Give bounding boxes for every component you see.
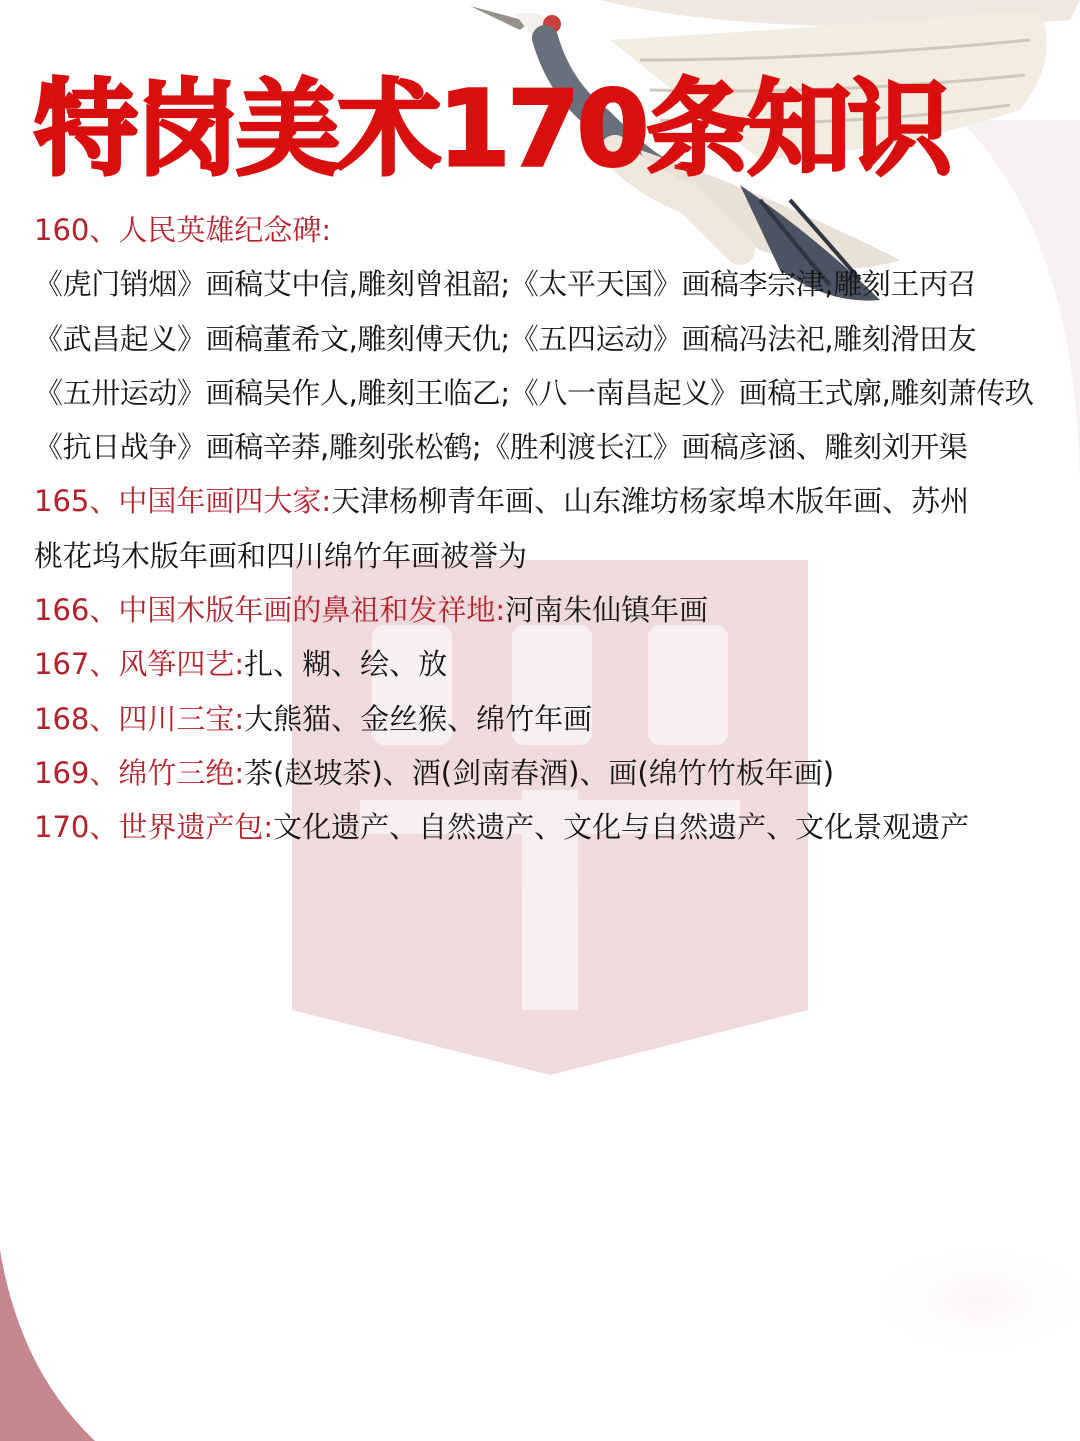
item-body: 河南朱仙镇年画 xyxy=(505,593,709,628)
item-label: 中国年画四大家: xyxy=(118,484,332,519)
item-number: 166、 xyxy=(34,593,119,628)
list-item xyxy=(34,203,1054,257)
item-number: 160、 xyxy=(34,213,119,247)
item-number: 168、 xyxy=(34,701,119,736)
item-line: 《抗日战争》画稿辛莽,雕刻张松鹤;《胜利渡长江》画稿彦涵、雕刻刘开渠 xyxy=(34,430,968,465)
list-item xyxy=(34,800,1054,854)
item-label: 中国木版年画的鼻祖和发祥地: xyxy=(118,593,506,628)
page-title: 特岗美术170条知识 xyxy=(34,68,950,190)
list-item xyxy=(34,692,1054,746)
item-label: 人民英雄纪念碑: xyxy=(118,213,332,247)
item-number: 167、 xyxy=(34,647,119,682)
item-label: 世界遗产包: xyxy=(118,810,274,845)
item-label: 四川三宝: xyxy=(118,701,245,736)
item-line: 《武昌起义》画稿董希文,雕刻傅天仇;《五四运动》画稿冯法祀,雕刻滑田友 xyxy=(34,321,977,356)
item-line: 桃花坞木版年画和四川绵竹年画被誉为 xyxy=(34,538,528,573)
item-body: 天津杨柳青年画、山东潍坊杨家埠木版年画、苏州 xyxy=(331,484,970,519)
item-number: 169、 xyxy=(34,755,119,790)
item-label: 绵竹三绝: xyxy=(118,755,245,790)
list-item xyxy=(34,474,1054,528)
item-body: 大熊猫、金丝猴、绵竹年画 xyxy=(244,701,593,736)
item-body: 茶(赵坡茶)、酒(剑南春酒)、画(绵竹竹板年画) xyxy=(244,755,835,790)
item-line: 《虎门销烟》画稿艾中信,雕刻曾祖韶;《太平天国》画稿李宗津,雕刻王丙召 xyxy=(34,267,977,302)
item-number: 165、 xyxy=(34,484,119,519)
list-item xyxy=(34,746,1054,800)
item-line: 《五卅运动》画稿吴作人,雕刻王临乙;《八一南昌起义》画稿王式廓,雕刻萧传玖 xyxy=(34,375,1034,410)
item-label: 风筝四艺: xyxy=(118,647,245,682)
knowledge-list xyxy=(34,203,1054,855)
list-item xyxy=(34,583,1054,637)
item-body: 文化遗产、自然遗产、文化与自然遗产、文化景观遗产 xyxy=(273,810,970,845)
list-item xyxy=(34,637,1054,691)
item-body: 扎、糊、绘、放 xyxy=(244,647,448,682)
item-number: 170、 xyxy=(34,810,119,845)
